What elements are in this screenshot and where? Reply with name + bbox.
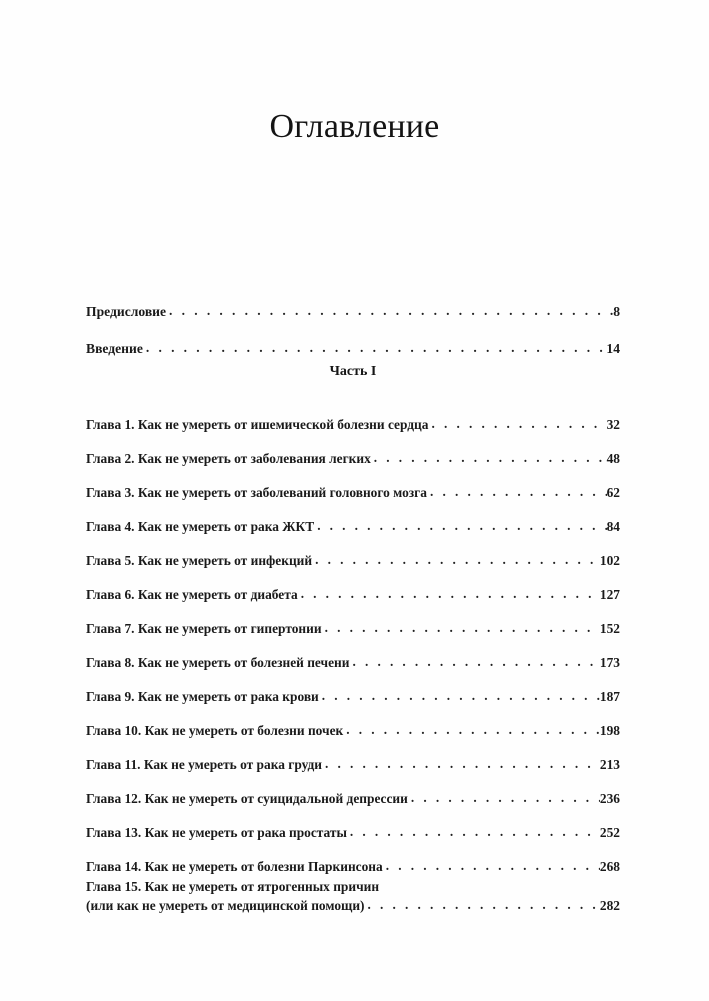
dot-leader	[317, 518, 606, 534]
toc-entry-label: Глава 2. Как не умереть от заболевания легких	[86, 451, 371, 467]
dot-leader	[386, 858, 600, 874]
dot-leader	[431, 416, 606, 432]
toc-entry-chapter-8[interactable]	[86, 637, 620, 671]
toc-entry-label: Глава 7. Как не умереть от гипертонии	[86, 621, 322, 637]
toc-entry-page-number: 282	[599, 897, 620, 913]
dot-leader	[346, 722, 600, 738]
toc-entry-page-number: 252	[599, 825, 620, 841]
toc-entry-page-number: 152	[599, 621, 620, 637]
toc-entry-label: Глава 4. Как не умереть от рака ЖКТ	[86, 519, 315, 535]
toc-entry-page-number: 198	[599, 723, 620, 739]
toc-entry-label: Глава 13. Как не умереть от рака простаты	[86, 825, 347, 841]
toc-entry-label: Глава 12. Как не умереть от суицидальной депрессии	[86, 791, 408, 807]
dot-leader	[322, 688, 600, 704]
toc-entry-label-line-2: (или как не умереть от медицинской помощи)	[86, 897, 365, 913]
toc-entry-page-number: 84	[606, 519, 620, 535]
toc-entry-chapter-5[interactable]	[86, 535, 620, 569]
toc-entry-label: Глава 10. Как не умереть от болезни почек	[86, 723, 344, 739]
dot-leader	[374, 450, 607, 466]
toc-entry-page-number: 236	[599, 791, 620, 807]
toc-entry-page-number: 173	[599, 655, 620, 671]
dot-leader	[301, 586, 600, 602]
toc-entry-chapter-1[interactable]	[86, 399, 620, 433]
toc-entry-label: Глава 3. Как не умереть от заболеваний головного мозга	[86, 485, 427, 501]
toc-entry-label: Глава 11. Как не умереть от рака груди	[86, 757, 322, 773]
dot-leader	[368, 896, 600, 914]
toc-entry-introduction[interactable]	[86, 320, 620, 357]
toc-entry-page-number: 127	[599, 587, 620, 603]
dot-leader	[169, 303, 613, 319]
dot-leader	[352, 654, 599, 670]
dot-leader	[315, 552, 600, 568]
table-of-contents	[86, 283, 620, 914]
toc-entry-chapter-10[interactable]	[86, 705, 620, 739]
toc-entry-page-number: 102	[599, 553, 620, 569]
toc-entry-page-number: 48	[606, 451, 620, 467]
toc-entry-page-number: 8	[613, 303, 620, 319]
toc-entry-chapter-13[interactable]	[86, 807, 620, 841]
toc-entry-page-number: 32	[606, 417, 620, 433]
toc-entry-page-number: 187	[599, 689, 620, 705]
toc-entry-chapter-3[interactable]	[86, 467, 620, 501]
toc-entry-label: Глава 6. Как не умереть от диабета	[86, 587, 298, 603]
toc-entry-preface[interactable]	[86, 283, 620, 320]
toc-entry-line-2	[86, 896, 620, 915]
toc-entry-chapter-15[interactable]	[86, 878, 620, 914]
toc-entry-label: Предисловие	[86, 303, 167, 319]
toc-entry-chapter-7[interactable]	[86, 603, 620, 637]
toc-entry-chapter-12[interactable]	[86, 773, 620, 807]
toc-entry-label: Введение	[86, 340, 143, 356]
toc-entry-label: Глава 5. Как не умереть от инфекций	[86, 553, 313, 569]
dot-leader	[350, 824, 600, 840]
part-heading: Часть I	[329, 364, 377, 379]
toc-entry-label: Глава 9. Как не умереть от рака крови	[86, 689, 319, 705]
toc-entry-chapter-4[interactable]	[86, 501, 620, 535]
page-title: Оглавление	[269, 108, 440, 145]
toc-entry-label: Глава 14. Как не умереть от болезни Паркинсона	[86, 859, 383, 875]
toc-entry-chapter-2[interactable]	[86, 433, 620, 467]
toc-entry-label: Глава 8. Как не умереть от болезней печени	[86, 655, 350, 671]
dot-leader	[146, 340, 607, 356]
toc-entry-page-number: 14	[606, 340, 620, 356]
dot-leader	[430, 484, 607, 500]
toc-entry-chapter-6[interactable]	[86, 569, 620, 603]
toc-entry-page-number: 213	[599, 757, 620, 773]
dot-leader	[325, 620, 600, 636]
toc-entry-page-number: 62	[606, 485, 620, 501]
toc-entry-page-number: 268	[599, 859, 620, 875]
toc-entry-chapter-14[interactable]	[86, 841, 620, 875]
toc-entry-label: Глава 1. Как не умереть от ишемической болезни сердца	[86, 417, 429, 433]
toc-entry-label-line-1: Глава 15. Как не умереть от ятрогенных причин	[86, 879, 380, 894]
toc-entry-chapter-11[interactable]	[86, 739, 620, 773]
toc-entry-chapter-9[interactable]	[86, 671, 620, 705]
dot-leader	[411, 790, 600, 806]
dot-leader	[325, 756, 600, 772]
